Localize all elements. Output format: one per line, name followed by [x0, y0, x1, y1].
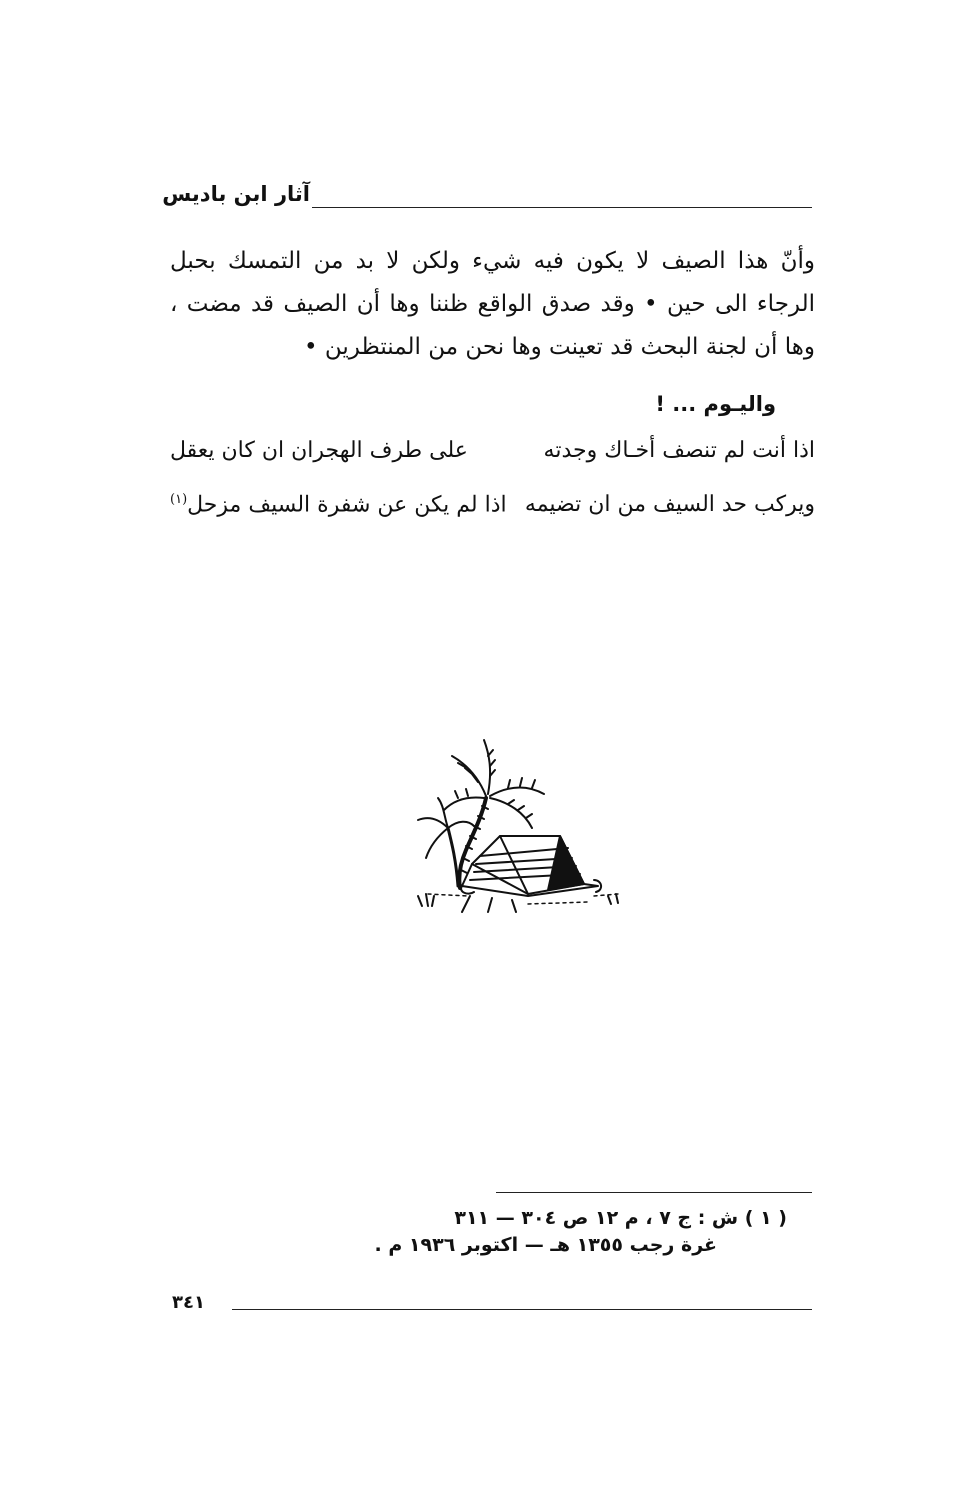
palm-trunk: [459, 798, 486, 888]
running-header: [162, 182, 812, 214]
body-paragraph: [170, 240, 815, 369]
palm-tent-illustration: [408, 736, 622, 914]
footnotes: [375, 1205, 787, 1259]
verse-second-hemistich-wrap: [170, 492, 507, 517]
paragraph-line: وأنّ هذا الصيف لا يكون فيه شيء ولكن لا بد من التمسك بحبل: [170, 248, 815, 274]
palm-frond: [444, 798, 484, 811]
header-title: آثار ابن باديس: [162, 182, 310, 206]
palm-trunk-small: [448, 828, 458, 886]
footnote-reference: (١): [170, 492, 188, 507]
verse-second-hemistich: اذا لم يكن عن شفرة السيف مزحل: [187, 492, 507, 518]
footnote-rule: [496, 1192, 812, 1193]
paragraph-line: وها أن لجنة البحث قد تعينت وها نحن من المنتظرين •: [304, 334, 815, 360]
verse-line: [170, 492, 815, 532]
page-number: ٣٤١: [172, 1292, 205, 1313]
verse-first-hemistich: ويركب حد السيف من ان تضيمه: [524, 492, 815, 517]
palm-frond: [484, 740, 490, 794]
footer-rule: [232, 1309, 812, 1310]
tent-door: [548, 836, 584, 890]
palm-frond: [490, 787, 544, 796]
footnote-line: غرة رجب ١٣٥٥ هـ — اكتوبر ١٩٣٦ م .: [374, 1234, 717, 1256]
section-heading: واليـوم ... !: [655, 392, 776, 416]
tent-ridge: [500, 836, 528, 894]
header-rule: [312, 207, 812, 208]
verse-line: [170, 438, 815, 478]
palm-frond: [452, 756, 486, 796]
footnote-line: ( ١ ) ش : ج ٧ ، م ١٢ ص ٣٠٤ — ٣١١: [454, 1207, 787, 1229]
verse-second-hemistich: على طرف الهجران ان كان يعقل: [170, 438, 468, 463]
verse-first-hemistich: اذا أنت لم تنصف أخـاك وجدته: [543, 438, 815, 463]
paragraph-line: الرجاء الى حين • وقد صدق الواقع ظننا وها أن الصيف قد مضت ،: [170, 291, 815, 317]
page-footer: [170, 1292, 812, 1322]
